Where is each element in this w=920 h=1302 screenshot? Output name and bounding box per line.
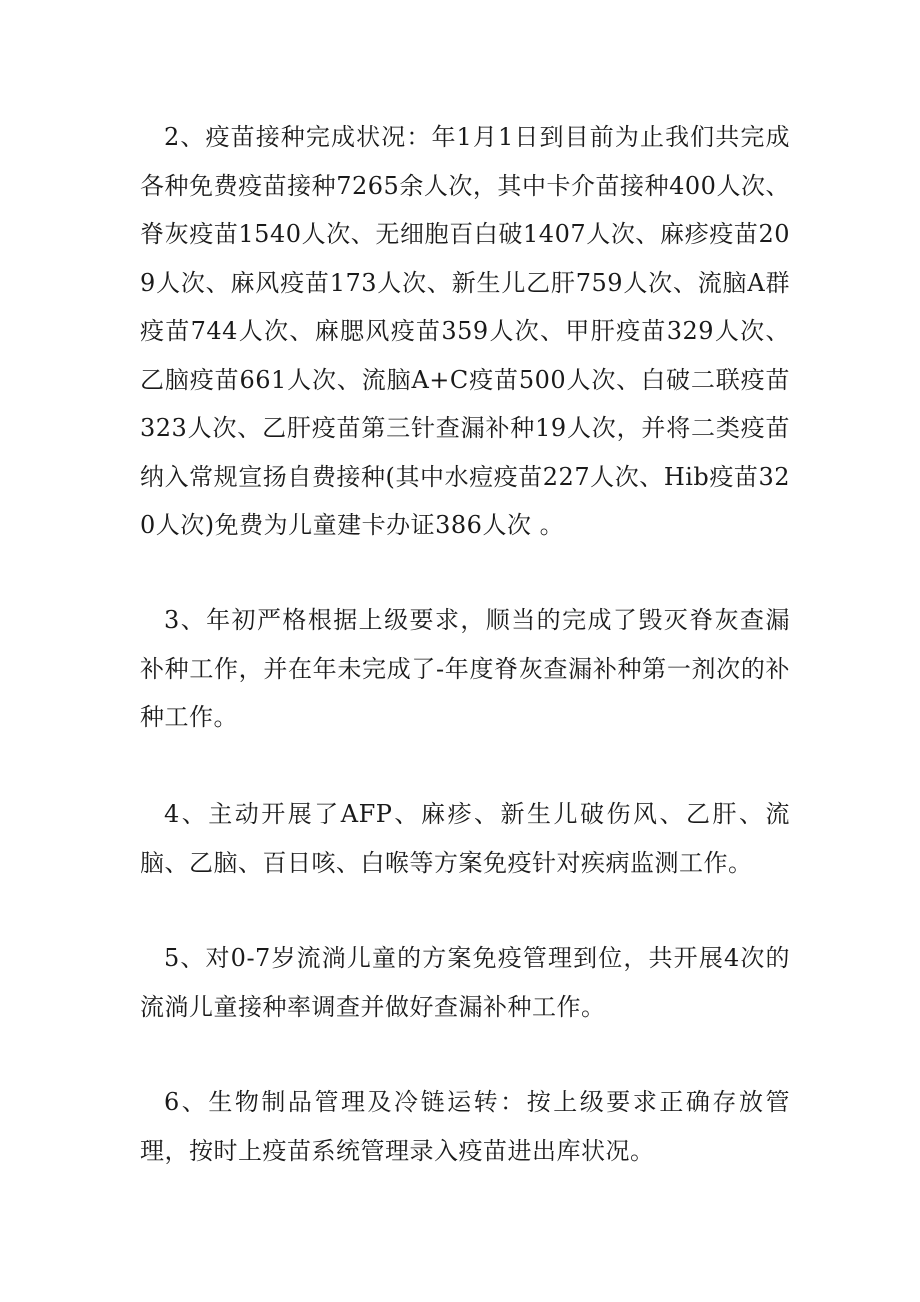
paragraph-disease-surveillance: 4、主动开展了AFP、麻疹、新生儿破伤风、乙肝、流脑、乙脑、百日咳、白喉等方案免疫针对疾病监测工作。 xyxy=(140,800,790,877)
paragraph-vaccination-completion: 2、疫苗接种完成状况：年1月1日到目前为止我们共完成各种免费疫苗接种7265余人次，其中卡介苗接种400人次、脊灰疫苗1540人次、无细胞百白破1407人次、麻疹疫苗209人次、麻风疫苗173人次、新生儿乙肝759人次、流脑A群疫苗744人次、麻腮风疫苗359人次、甲肝疫苗329人次、乙脑疫苗661人次、流脑A+C疫苗500人次、白破二联疫苗323人次、乙肝疫苗第三针查漏补种19人次，并将二类疫苗纳入常规宣扬自费接种(其中水痘疫苗227人次、Hib疫苗320人次)免费为儿童建卡办证386人次 。 xyxy=(140,123,790,539)
paragraph-migrant-children: 5、对0-7岁流淌儿童的方案免疫管理到位，共开展4次的流淌儿童接种率调查并做好查漏补种工作。 xyxy=(140,944,790,1021)
paragraph-polio-catch-up: 3、年初严格根据上级要求，顺当的完成了毁灭脊灰查漏补种工作，并在年未完成了-年度脊灰查漏补种第一剂次的补种工作。 xyxy=(140,606,790,731)
paragraph-cold-chain: 6、生物制品管理及冷链运转：按上级要求正确存放管理，按时上疫苗系统管理录入疫苗进出库状况。 xyxy=(140,1088,790,1165)
